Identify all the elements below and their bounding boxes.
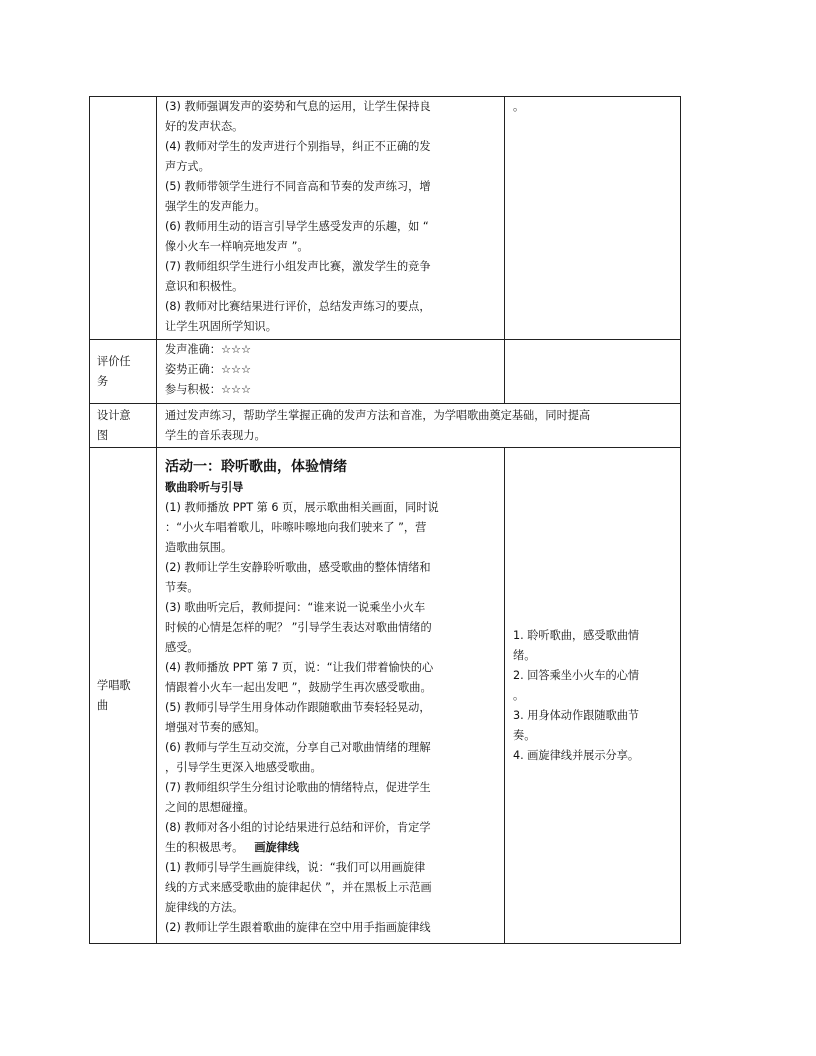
text-line: (6) 教师与学生互动交流，分享自己对歌曲情绪的理解 bbox=[165, 741, 431, 754]
row-design bbox=[90, 404, 681, 448]
row-sing-content bbox=[157, 448, 505, 944]
label-line: 务 bbox=[97, 374, 109, 388]
aside-line: 。 bbox=[513, 688, 525, 702]
text-line: 旋律线的方法。 bbox=[165, 901, 244, 914]
text-line: 增强对节奏的感知。 bbox=[165, 721, 266, 734]
row-evaluation-label bbox=[90, 340, 157, 404]
aside-line: 1. 聆听歌曲，感受歌曲情 bbox=[513, 628, 640, 642]
text-line: 情跟着小火车一起出发吧 ”，鼓励学生再次感受歌曲。 bbox=[165, 681, 432, 694]
text-line: (8) 教师对比赛结果进行评价，总结发声练习的要点， bbox=[165, 300, 431, 313]
row-design-content bbox=[157, 404, 681, 448]
text-line: 通过发声练习，帮助学生掌握正确的发声方法和音准，为学唱歌曲奠定基础，同时提高 bbox=[165, 409, 591, 422]
label-line: 评价任 bbox=[97, 354, 131, 368]
text-line: (1) 教师播放 PPT 第 6 页，展示歌曲相关画面，同时说 bbox=[165, 501, 439, 514]
aside-line: 2. 回答乘坐小火车的心情 bbox=[513, 668, 640, 682]
activity-heading: 活动一：聆听歌曲，体验情绪 bbox=[165, 459, 347, 475]
text-line: (3) 歌曲听完后，教师提问：“谁来说一说乘坐小火车 bbox=[165, 601, 426, 614]
row-sing bbox=[90, 448, 681, 944]
text-line: ：“小火车唱着歌儿，咔嚓咔嚓地向我们驶来了 ”，营 bbox=[165, 521, 427, 534]
text-line: 好的发声状态。 bbox=[165, 120, 244, 133]
aside-text: 。 bbox=[513, 100, 525, 113]
melody-line-subheading: 画旋律线 bbox=[254, 841, 300, 854]
row-evaluation bbox=[90, 340, 681, 404]
text-line: 让学生巩固所学知识。 bbox=[165, 320, 277, 333]
text-line: (2) 教师让学生跟着歌曲的旋律在空中用手指画旋律线 bbox=[165, 921, 431, 934]
row-practice bbox=[90, 97, 681, 340]
aside-line: 奏。 bbox=[513, 728, 536, 742]
row-practice-label-cell bbox=[90, 97, 157, 340]
row-practice-content bbox=[157, 97, 505, 340]
text-line: 之间的思想碰撞。 bbox=[165, 801, 255, 814]
text-line: (2) 教师让学生安静聆听歌曲，感受歌曲的整体情绪和 bbox=[165, 561, 431, 574]
text-line: 感受。 bbox=[165, 641, 199, 654]
row-practice-aside bbox=[505, 97, 681, 340]
section-subheading: 歌曲聆听与引导 bbox=[165, 481, 244, 494]
aside-line: 3. 用身体动作跟随歌曲节 bbox=[513, 708, 640, 722]
row-design-label bbox=[90, 404, 157, 448]
text-line: (1) 教师引导学生画旋律线，说：“我们可以用画旋律 bbox=[165, 861, 426, 874]
row-evaluation-aside bbox=[505, 340, 681, 404]
text-line: (7) 教师组织学生进行小组发声比赛，激发学生的竞争 bbox=[165, 260, 431, 273]
text-line: 意识和积极性。 bbox=[165, 280, 244, 293]
text-line: 强学生的发声能力。 bbox=[165, 200, 266, 213]
text-line: 节奏。 bbox=[165, 581, 199, 594]
text-line: 声方式。 bbox=[165, 160, 210, 173]
row-evaluation-content bbox=[157, 340, 505, 404]
text-line: (8) 教师对各小组的讨论结果进行总结和评价，肯定学 bbox=[165, 821, 431, 834]
text-fragment: 生的积极思考。 bbox=[165, 841, 244, 854]
text-line: (6) 教师用生动的语言引导学生感受发声的乐趣，如 “ bbox=[165, 220, 429, 233]
label-line: 学唱歌 bbox=[97, 678, 131, 692]
text-line: 线的方式来感受歌曲的旋律起伏 ”，并在黑板上示范画 bbox=[165, 881, 432, 894]
aside-line: 4. 画旋律线并展示分享。 bbox=[513, 748, 640, 762]
text-line: (4) 教师对学生的发声进行个别指导，纠正不正确的发 bbox=[165, 140, 431, 153]
text-line: (5) 教师引导学生用身体动作跟随歌曲节奏轻轻晃动， bbox=[165, 701, 431, 714]
text-line: 时候的心情是怎样的呢？ ”引导学生表达对歌曲情绪的 bbox=[165, 621, 432, 634]
text-line: (4) 教师播放 PPT 第 7 页，说：“让我们带着愉快的心 bbox=[165, 661, 434, 674]
text-line: ，引导学生更深入地感受歌曲。 bbox=[165, 761, 322, 774]
evaluation-item: 发声准确：☆☆☆ bbox=[165, 343, 252, 356]
lesson-plan-table bbox=[89, 96, 681, 944]
row-sing-label bbox=[90, 448, 157, 944]
label-line: 设计意 bbox=[97, 408, 131, 422]
text-line: 造歌曲氛围。 bbox=[165, 541, 233, 554]
text-line: (3) 教师强调发声的姿势和气息的运用，让学生保持良 bbox=[165, 100, 431, 113]
label-line: 曲 bbox=[97, 698, 109, 712]
text-line: (5) 教师带领学生进行不同音高和节奏的发声练习，增 bbox=[165, 180, 431, 193]
text-line: 学生的音乐表现力。 bbox=[165, 429, 266, 442]
evaluation-item: 姿势正确：☆☆☆ bbox=[165, 363, 252, 376]
label-line: 图 bbox=[97, 428, 109, 442]
text-line: 像小火车一样响亮地发声 ”。 bbox=[165, 240, 309, 253]
text-line-with-subheading bbox=[165, 838, 497, 858]
evaluation-item: 参与积极：☆☆☆ bbox=[165, 383, 252, 396]
row-sing-aside bbox=[505, 448, 681, 944]
text-line: (7) 教师组织学生分组讨论歌曲的情绪特点，促进学生 bbox=[165, 781, 431, 794]
aside-line: 绪。 bbox=[513, 648, 536, 662]
